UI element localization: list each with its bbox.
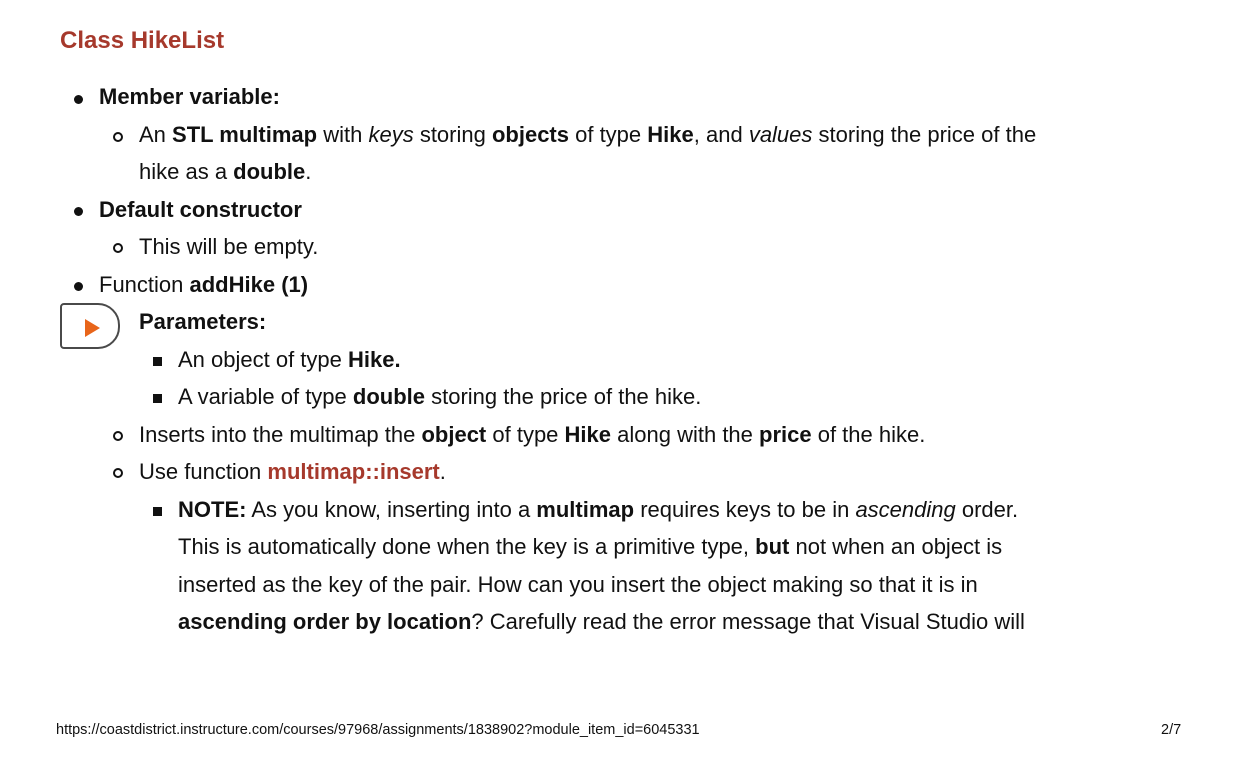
note-line1: NOTE: As you know, inserting into a multimap requires keys to be in ascending order. xyxy=(178,497,1019,522)
bullet-circle xyxy=(113,431,123,441)
param-price-double: A variable of type double storing the price of the hike. xyxy=(178,384,702,409)
default-constructor-heading: Default constructor xyxy=(99,197,302,222)
inserts-description: Inserts into the multimap the object of type Hike along with the price of the hike. xyxy=(139,422,926,447)
member-variable-heading: Member variable: xyxy=(99,84,280,109)
param-hike-object: An object of type Hike. xyxy=(178,347,401,372)
page-number: 2/7 xyxy=(1161,722,1182,738)
play-button[interactable] xyxy=(60,303,120,349)
footer-url: https://coastdistrict.instructure.com/courses/97968/assignments/1838902?module_item_id=6045331 xyxy=(56,722,700,738)
bullet-circle xyxy=(113,468,123,478)
add-hike-heading: Function addHike (1) xyxy=(99,272,309,297)
page-title: Class HikeList xyxy=(60,27,225,54)
bullet-disc xyxy=(74,95,83,104)
bullet-disc xyxy=(74,282,83,291)
bullet-circle xyxy=(113,132,123,142)
multimap-insert-code: multimap::insert xyxy=(267,459,440,484)
bullet-square xyxy=(153,507,162,516)
bullet-square xyxy=(153,394,162,403)
note-line4: ascending order by location? Carefully read the error message that Visual Studio will xyxy=(178,609,1025,634)
member-variable-desc-line2: hike as a double. xyxy=(139,159,312,184)
note-line2: This is automatically done when the key is a primitive type, but not when an object is xyxy=(178,534,1003,559)
bullet-disc xyxy=(74,207,83,216)
default-constructor-desc: This will be empty. xyxy=(139,234,319,259)
bullet-square xyxy=(153,357,162,366)
bullet-circle xyxy=(113,243,123,253)
note-line3: inserted as the key of the pair. How can you insert the object making so that it is in xyxy=(178,572,978,597)
play-icon xyxy=(85,319,100,337)
parameters-heading: Parameters: xyxy=(139,309,267,334)
use-function-description: Use function multimap::insert. xyxy=(139,459,446,484)
member-variable-desc-line1: An STL multimap with keys storing objects of type Hike, and values storing the price of the xyxy=(139,122,1037,147)
